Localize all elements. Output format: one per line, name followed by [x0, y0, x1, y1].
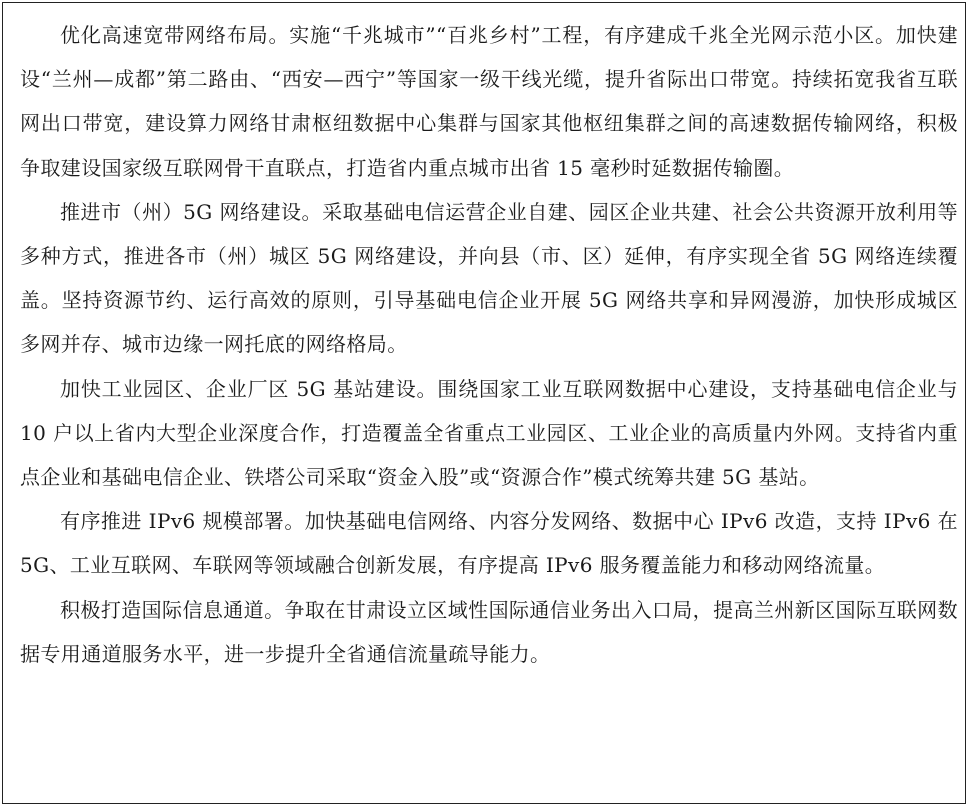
paragraph-ipv6-deployment: 有序推进 IPv6 规模部署。加快基础电信网络、内容分发网络、数据中心 IPv6 改造，支持 IPv6 在 5G、工业互联网、车联网等领域融合创新发展，有序提高 IPv6 服务覆盖能力和移动网络流量。 [20, 509, 958, 578]
paragraph-international-channel: 积极打造国际信息通道。争取在甘肃设立区域性国际通信业务出入口局，提高兰州新区国际互联网数据专用通道服务水平，进一步提升全省通信流量疏导能力。 [20, 597, 958, 666]
paragraph-broadband-layout: 优化高速宽带网络布局。实施“千兆城市”“百兆乡村”工程，有序建成千兆全光网示范小区。加快建设“兰州—成都”第二路由、“西安—西宁”等国家一级干线光缆，提升省际出口带宽。持续拓宽我省互联网出口带宽，建设算力网络甘肃枢纽数据中心集群与国家其他枢纽集群之间的高速数据传输网络，积极争取建设国家级互联网骨干直联点，打造省内重点城市出省 15 毫秒时延数据传输圈。 [20, 23, 958, 180]
document-frame [2, 2, 966, 804]
paragraph-5g-city-network: 推进市（州）5G 网络建设。采取基础电信运营企业自建、园区企业共建、社会公共资源开放利用等多种方式，推进各市（州）城区 5G 网络建设，并向县（市、区）延伸，有序实现全省 5G 网络连续覆盖。坚持资源节约、运行高效的原则，引导基础电信企业开展 5G 网络共享和异网漫游，加快形成城区多网并存、城市边缘一网托底的网络格局。 [20, 199, 958, 357]
document-body [20, 13, 958, 676]
paragraph-5g-industrial-parks: 加快工业园区、企业厂区 5G 基站建设。围绕国家工业互联网数据中心建设，支持基础电信企业与 10 户以上省内大型企业深度合作，打造覆盖全省重点工业园区、工业企业的高质量内外网。支持省内重点企业和基础电信企业、铁塔公司采取“资金入股”或“资源合作”模式统筹共建 5G 基站。 [20, 376, 958, 490]
